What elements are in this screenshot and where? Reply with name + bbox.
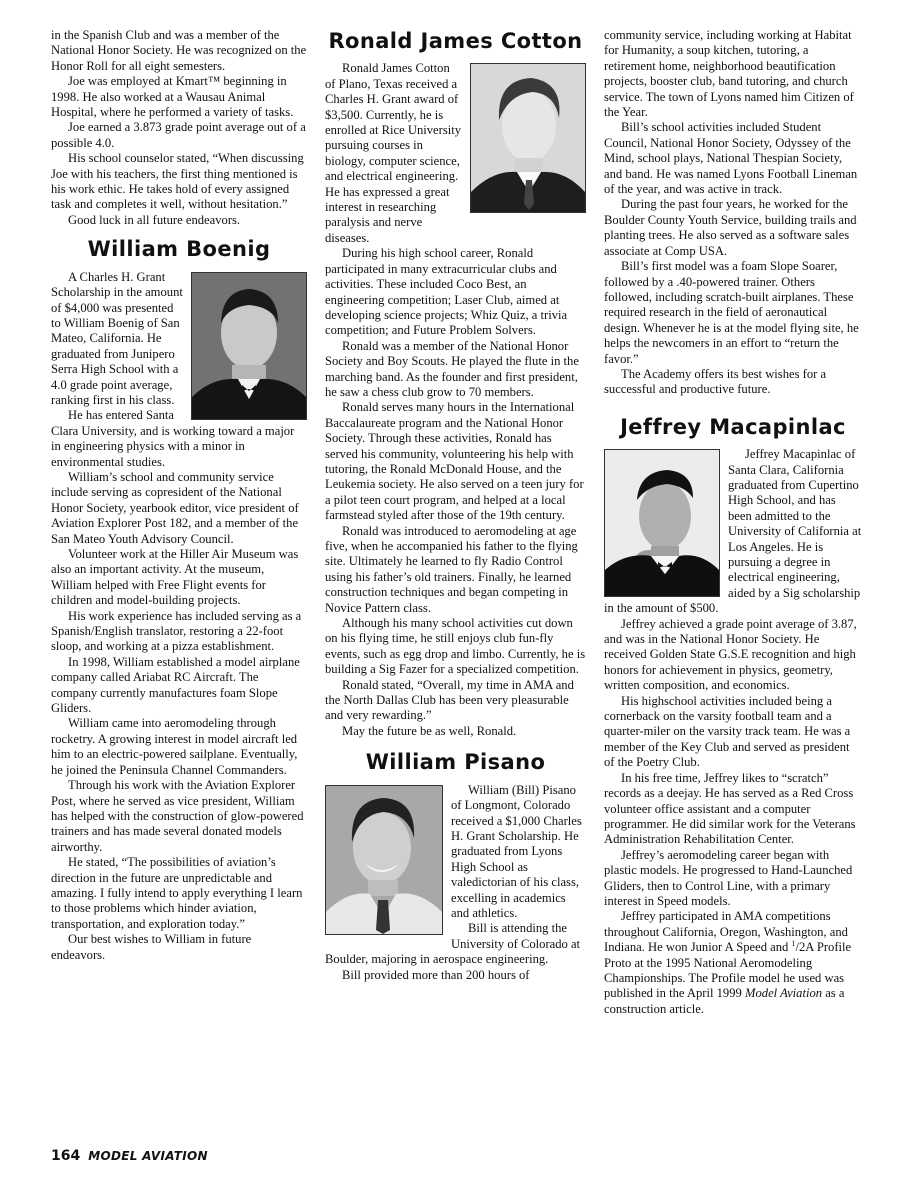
paragraph: He has entered Santa Clara University, and is working toward a major in engineering physics with a minor in environmental studies. bbox=[51, 408, 295, 469]
paragraph: His work experience has included serving as a Spanish/English translator, restoring a 22-foot sloop, and working at a pizza establishment. bbox=[51, 608, 302, 654]
paragraph: His highschool activities included being a cornerback on the varsity football team and a quarter-miler on the varsity track team. He was a member of the Key Club and served as president of the Poetry Club. bbox=[604, 693, 851, 770]
paragraph: William’s school and community service include serving as copresident of the National Honor Society, yearbook editor, vice president of Aviation Explorer Post 182, and a member of the San Mateo Youth Advisory Council. bbox=[51, 469, 299, 546]
paragraph: Bill provided more than 200 hours of bbox=[342, 967, 530, 982]
text-run: as a construction article. bbox=[604, 986, 845, 1016]
paragraph: Bill’s first model was a foam Slope Soarer, followed by a .40-powered trainer. Others followed, including scratch-built airplanes. These required research in the field of aeronautical design. Whenever he is at the model flying site, he helps the newcomers in an effort to “return the favor.” bbox=[604, 259, 859, 366]
paragraph: During the past four years, he worked for the Boulder County Youth Service, building trails and planting trees. He also served as a software sales associate at Comp USA. bbox=[604, 197, 857, 258]
photo-jeffrey-macapinlac bbox=[604, 449, 720, 597]
paragraph: May the future be as well, Ronald. bbox=[342, 723, 517, 738]
paragraph: He stated, “The possibilities of aviation’s direction in the future are unpredictable and amazing. I fully intend to apply everything I learn to those problems which hinder aviation, transportation, and exploration today.” bbox=[51, 855, 303, 931]
paragraph: Ronald James Cotton of Plano, Texas received a Charles H. Grant award of $3,500. Currently, he is enrolled at Rice University pursuing courses in biology, computer science, and electrical engineering. He has expressed a great interest in researching paralysis and nerve diseases. bbox=[325, 61, 462, 245]
paragraph: Through his work with the Aviation Explorer Post, where he served as vice president, William has helped with the construction of glow-powered trainers and has made several donated models airworthy. bbox=[51, 778, 304, 854]
heading-jeffrey-macapinlac: Jeffrey Macapinlac bbox=[620, 414, 846, 439]
column-right bbox=[604, 28, 862, 1017]
paragraph: community service, including working at Habitat for Humanity, a soup kitchen, tutoring, a retirement home, neighborhood beautification projects, booster club, band tutoring, and church service. The town of Lyons named him Citizen of the Year. bbox=[604, 28, 854, 120]
photo-william-pisano bbox=[325, 785, 443, 935]
paragraph: Ronald serves many hours in the International Baccalaureate program and the National Honor Society. Through these activities, Ronald has served his community, volunteering his help with tutoring, the Ronald McDonald House, and the Leukemia society. He also served on a teen jury for a pilot teen court program, and helped at a local farmstead styled after those of the 19th century. bbox=[325, 400, 584, 523]
paragraph: William (Bill) Pisano of Longmont, Colorado received a $1,000 Charles H. Grant Scholarship. He graduated from Lyons High School as valedictorian of his class, excelling in academics and athletics. bbox=[451, 782, 582, 920]
superscript: 1 bbox=[791, 938, 796, 948]
column-left bbox=[51, 28, 307, 963]
paragraph: In his free time, Jeffrey likes to “scratch” records as a deejay. He has served as a Red Cross volunteer office assistant and a computer programmer. He did similar work for the Veterans Administration Rehabilitation Center. bbox=[604, 770, 856, 847]
paragraph: Although his many school activities cut down on his flying time, he still enjoys club fun-fly events, such as egg drop and limbo. Currently, he is building a Sig Fazer for a specialized competition. bbox=[325, 616, 586, 677]
magazine-name: MODEL AVIATION bbox=[88, 1149, 208, 1163]
paragraph: in the Spanish Club and was a member of the National Honor Society. He was recognized on the Honor Roll for all eight semesters. bbox=[51, 28, 307, 73]
magazine-title-italic: Model Aviation bbox=[744, 986, 823, 1001]
paragraph: Our best wishes to William in future endeavors. bbox=[51, 932, 252, 962]
heading-william-pisano: William Pisano bbox=[365, 750, 546, 775]
paragraph: During his high school career, Ronald participated in many extracurricular clubs and activities. These included Coco Best, an engineering competition; Laser Club, aimed at developing science projects; Whiz Quiz, a trivia competition; and Future Problem Solvers. bbox=[325, 246, 568, 338]
heading-ronald-james-cotton: Ronald James Cotton bbox=[328, 29, 583, 53]
paragraph: Good luck in all future endeavors. bbox=[68, 212, 241, 227]
photo-ronald-james-cotton bbox=[470, 63, 586, 213]
paragraph: Jeffrey Macapinlac of Santa Clara, California graduated from Cupertino High School, and has been admitted to the University of California at Los Angeles. He is pursuing a degree in electrical engineering, aided by a Sig scholarship in the amount of $500. bbox=[604, 447, 862, 616]
paragraph: His school counselor stated, “When discussing Joe with his teachers, the first thing mentioned is his work ethic. He takes hold of every assigned task and completes it well, without hesitation.” bbox=[51, 151, 304, 212]
paragraph: Jeffrey achieved a grade point average of 3.87, and was in the National Honor Society. He received Golden State G.S.E recognition and high honors for achievement in physics, geometry, written composition, and economics. bbox=[604, 616, 857, 693]
paragraph: Bill is attending the University of Colorado at Boulder, majoring in aerospace engineering. bbox=[325, 921, 581, 967]
page-number: 164 bbox=[51, 1148, 81, 1164]
paragraph bbox=[604, 909, 862, 1017]
paragraph: In 1998, William established a model airplane company called Ariabat RC Aircraft. The company currently manufactures foam Slope Gliders. bbox=[51, 654, 300, 716]
column-middle bbox=[325, 28, 586, 983]
paragraph: Bill’s school activities included Student Council, National Honor Society, Odyssey of the Mind, school plays, National Thespian Society, and band. He was named Lyons Football Lineman of the year, and was active in track. bbox=[604, 120, 858, 197]
paragraph: Joe earned a 3.873 grade point average out of a possible 4.0. bbox=[51, 120, 306, 150]
paragraph: Ronald was introduced to aeromodeling at age five, when he accompanied his father to the flying site. Ultimately he learned to fly Radio Control using his father’s old trainers. Finally, he learned construction techniques and began competing in Novice Pattern class. bbox=[325, 523, 578, 615]
paragraph: Joe was employed at Kmart™ beginning in 1998. He also worked at a Wausau Animal Hospital, where he performed a variety of tasks. bbox=[51, 74, 294, 120]
paragraph: A Charles H. Grant Scholarship in the amount of $4,000 was presented to William Boenig of San Mateo, California. He graduated from Junipero Serra High School with a 4.0 grade point average, ranking first in his class. bbox=[51, 269, 183, 407]
text-run: Jeffrey participated in AMA competitions throughout California, Oregon, Washington, and Indiana. He won Junior A Speed and bbox=[604, 909, 848, 955]
photo-william-boenig bbox=[191, 272, 307, 420]
page-footer bbox=[51, 1145, 208, 1164]
paragraph: Ronald stated, “Overall, my time in AMA and the North Dallas Club has been very pleasurable and very rewarding.” bbox=[325, 677, 574, 723]
paragraph: Volunteer work at the Hiller Air Museum was also an important activity. At the museum, William helped with Free Flight events for children and model-building projects. bbox=[51, 547, 299, 608]
heading-william-boenig: William Boenig bbox=[87, 237, 271, 262]
paragraph: Jeffrey’s aeromodeling career began with plastic models. He progressed to Hand-Launched Gliders, then to Control Line, with a primary interest in Speed models. bbox=[604, 847, 853, 908]
paragraph: William came into aeromodeling through rocketry. A growing interest in model aircraft led him to an electric-powered sailplane. Eventually, he joined the Peninsula Channel Commanders. bbox=[51, 716, 298, 777]
text-run: /2A Profile Proto at the 1995 National Aeromodeling Championships. The Profile model he used was published in the April 1999 bbox=[604, 940, 852, 1001]
paragraph: Ronald was a member of the National Honor Society and Boy Scouts. He played the flute in the marching band. As the founder and first president, he saw a chess club grow to 70 members. bbox=[325, 338, 579, 399]
paragraph: The Academy offers its best wishes for a successful and productive future. bbox=[604, 366, 827, 397]
